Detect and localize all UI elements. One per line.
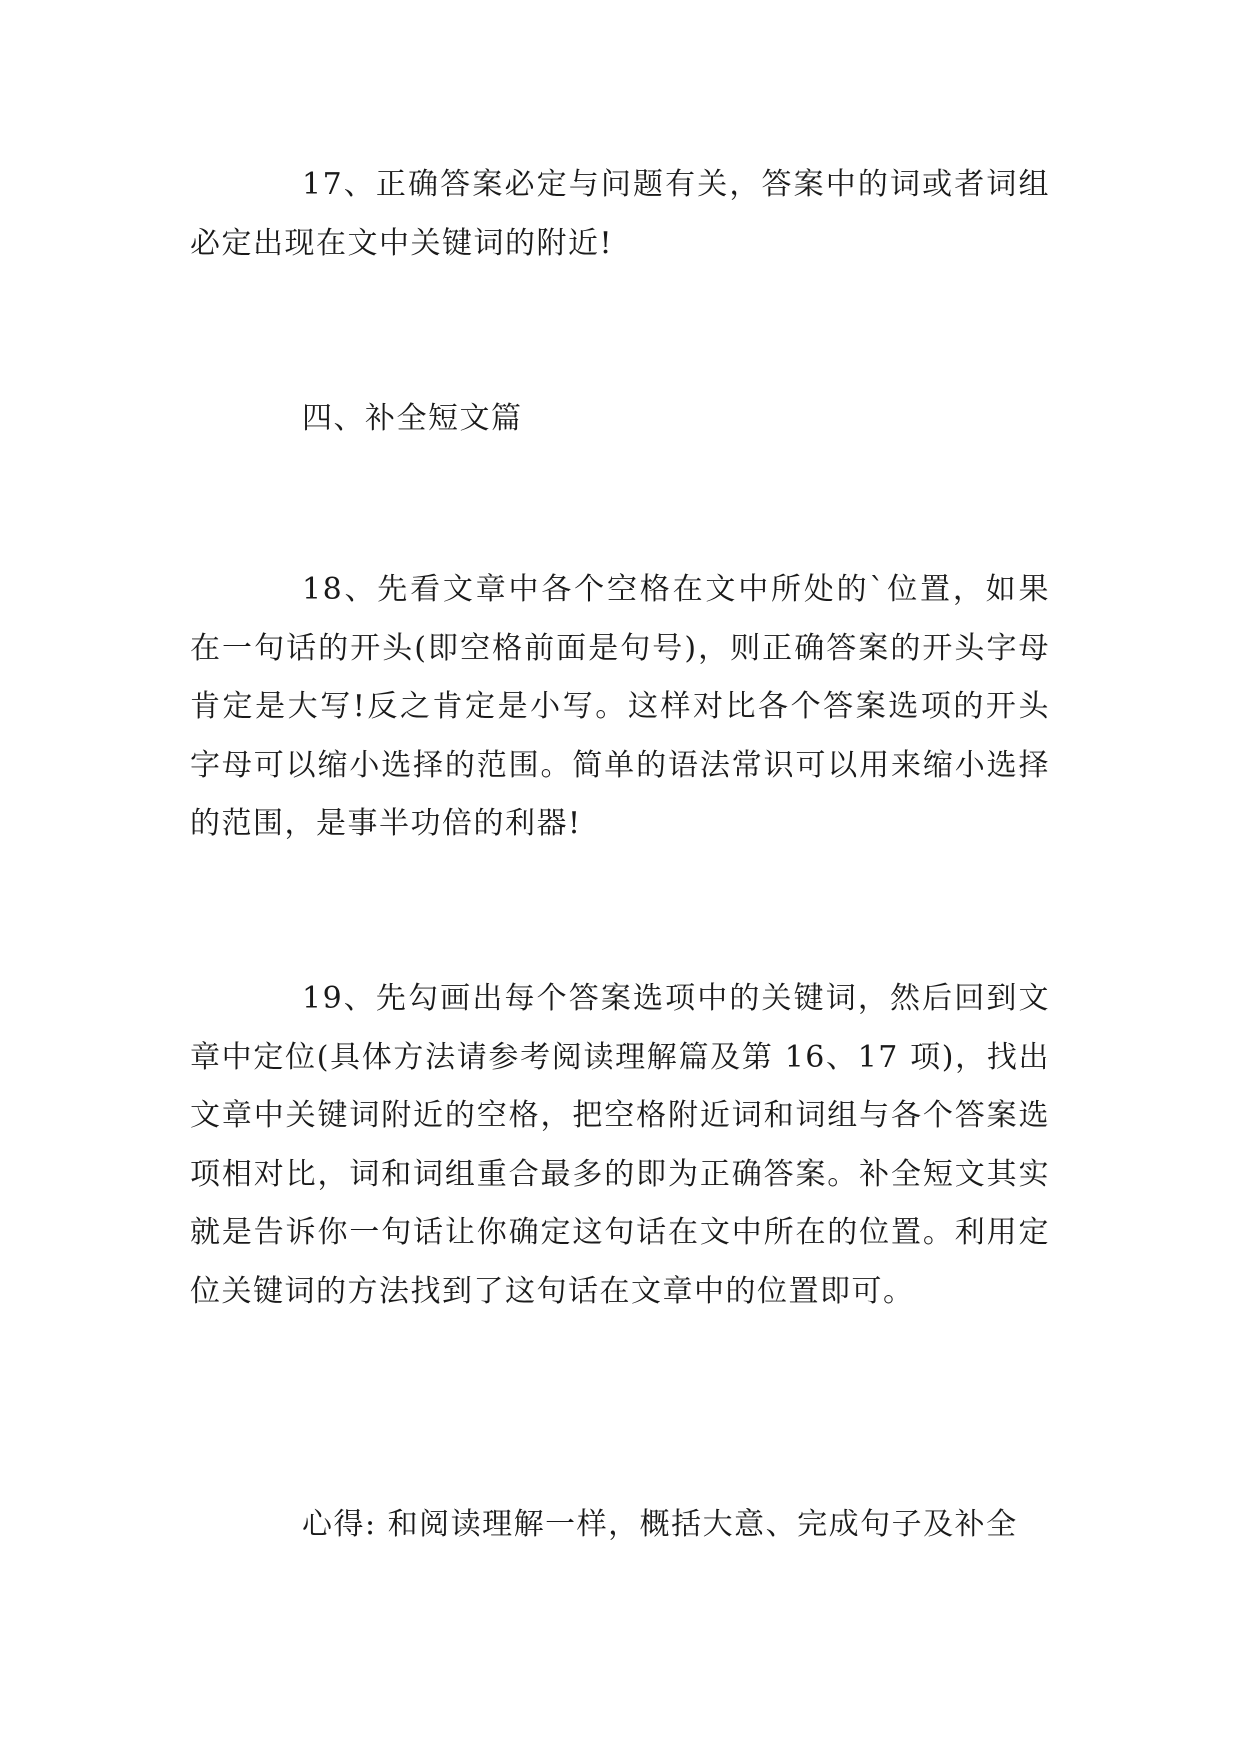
paragraph-item-17: 17、正确答案必定与问题有关，答案中的词或者词组必定出现在文中关键词的附近! bbox=[190, 167, 1050, 261]
paragraph-item-18: 18、先看文章中各个空格在文中所处的`位置，如果在一句话的开头(即空格前面是句号)，则正确答案的开头字母肯定是大写!反之肯定是小写。这样对比各个答案选项的开头字母可以缩小选择的范围。简单的语法常识可以用来缩小选择的范围，是事半功倍的利器! bbox=[190, 572, 1050, 841]
paragraph-summary-note: 心得: 和阅读理解一样，概括大意、完成句子及补全 bbox=[302, 1507, 1018, 1542]
paragraph-item-19: 19、先勾画出每个答案选项中的关键词，然后回到文章中定位(具体方法请参考阅读理解篇及第 16、17 项)，找出文章中关键词附近的空格，把空格附近词和词组与各个答案选项相对比，词和词组重合最多的即为正确答案。补全短文其实就是告诉你一句话让你确定这句话在文中所在的位置。利用定位关键词的方法找到了这句话在文章中的位置即可。 bbox=[190, 981, 1050, 1309]
section-heading-fill-in-passage: 四、补全短文篇 bbox=[302, 401, 523, 436]
